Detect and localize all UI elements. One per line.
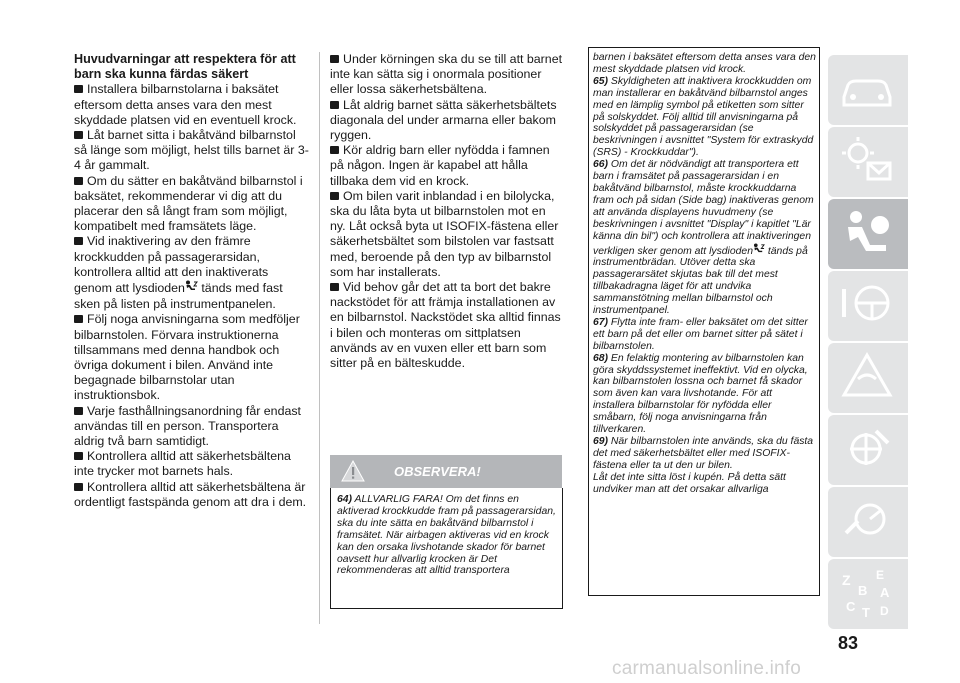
section-heading: Huvudvarningar att respektera för att barn ska kunna färdas säkert xyxy=(74,52,296,82)
index-letter: E xyxy=(876,568,885,582)
airbag-off-indicator-icon xyxy=(185,280,198,297)
bullet-icon xyxy=(74,483,83,491)
bullet-icon xyxy=(330,101,339,109)
chapter-tab-technical-data[interactable] xyxy=(828,487,908,557)
bullet-icon xyxy=(74,452,83,460)
index-letter: T xyxy=(862,605,870,620)
chapter-tab-driving[interactable] xyxy=(828,271,908,341)
column-2 xyxy=(330,52,564,371)
bullet-paragraph: Varje fasthållningsanordning får endast användas till en person. Transportera aldrig två barn samtidigt. xyxy=(74,403,301,449)
warning-triangle-icon xyxy=(340,459,366,488)
bullet-icon xyxy=(74,131,83,139)
hazard-triangle-icon xyxy=(836,349,898,405)
bullet-icon xyxy=(74,177,83,185)
note-65: 65) Skyldigheten att inaktivera krockkudden om man installerar en bakåtvänd bilbarnstol anges med en lämplig symbol på etiketten som sitter på solskyddet. Följ alltid till anvisningarna på solskyddet på passagerarsidan (se beskrivningen i avsnittet "System för extraskydd (SRS) - Krockkuddar"). xyxy=(593,75,814,159)
notes-text xyxy=(589,48,819,496)
airbag-off-indicator-icon xyxy=(753,243,765,258)
warning-box xyxy=(330,488,563,609)
bullet-icon xyxy=(74,315,83,323)
bullet-icon xyxy=(74,407,83,415)
note-64: 64) ALLVARLIG FARA! Om det finns en aktiverad krockkudde fram på passagerarsidan, ska du inte sätta en bakåtvänd bilbarnstol i framsätet. När airbagen aktiveras vid en krock kan den orsaka livshotande skador för barnet oavsett hur allvarlig krocken är Det rekommenderas att alltid transportera xyxy=(337,494,556,577)
warning-title: OBSERVERA! xyxy=(394,464,481,479)
bullet-paragraph: Vid behov går det att ta bort det bakre nackstödet för att främja installationen av en bilbarnstol. Nackstödet ska alltid finnas i bilen och monteras om sittplatsen används av en vuxen eller ett barn som sitter på en bälteskudde. xyxy=(330,280,561,371)
column-3-notes xyxy=(588,47,820,596)
bullet-paragraph: Vid inaktivering av den främre krockkudden på passagerarsidan, kontrollera alltid att den inaktiverats genom att lysdioden tänds med fast sken på listen på instrumentpanelen. xyxy=(74,234,283,312)
page-number: 83 xyxy=(838,633,859,653)
bullet-paragraph: Om du sätter en bakåtvänd bilbarnstol i baksätet, rekommenderar vi dig att du placerar den så långt fram som möjligt, kompatibelt med framsätets läge. xyxy=(74,173,303,234)
alphabet-index-icon xyxy=(836,565,898,621)
chapter-tab-dashboard[interactable] xyxy=(828,127,908,197)
bullet-paragraph: Kontrollera alltid att säkerhetsbältena är ordentligt fastspända genom att dra i dem. xyxy=(74,479,307,509)
note-68: 68) En felaktig montering av bilbarnstolen kan göra skyddssystemet ineffektivt. Vid en olycka, kan bilbarnstolen lossna och barnet få skador som även kan vara livshotande. För att installera bilbarnstolar för nyfödda eller småbarn, följ noga anvisningarna från tillverkaren. xyxy=(593,352,808,436)
steering-wheel-icon xyxy=(836,277,898,333)
wrench-gauge-icon xyxy=(836,493,898,549)
chapter-tab-index[interactable] xyxy=(828,559,908,629)
airbag-passenger-icon xyxy=(836,205,898,261)
bullet-icon xyxy=(330,283,339,291)
note-64-continued: barnen i baksätet eftersom detta anses vara den mest skyddade platsen vid krock. xyxy=(593,52,816,75)
bullet-paragraph: Installera bilbarnstolarna i baksätet eftersom detta anses vara den mest skyddade platsen vid en eventuell krock. xyxy=(74,82,297,127)
index-letter: Z xyxy=(842,572,851,588)
index-letter: A xyxy=(880,585,890,600)
note-67: 67) Flytta inte fram- eller baksätet om det sitter ett barn på det eller om barnet sitter på sätet i bilbarnstolen. xyxy=(593,316,808,352)
bullet-icon xyxy=(74,85,83,93)
warning-header xyxy=(330,455,562,488)
bullet-paragraph: Följ noga anvisningarna som medföljer bilbarnstolen. Förvara instruktionerna tillsammans med denna handbok och övriga dokument i bilen. Använd inte begagnade bilbarnstolar utan instruktionsbok. xyxy=(74,312,300,403)
bullet-paragraph: Låt aldrig barnet sätta säkerhetsbältets diagonala del under armarna eller bakom ryggen. xyxy=(330,97,557,143)
bullet-icon xyxy=(74,237,83,245)
bullet-icon xyxy=(330,192,339,200)
index-letter: D xyxy=(880,604,889,618)
bullet-paragraph: Kör aldrig barn eller nyfödda i famnen på någon. Ingen är kapabel att hålla tillbaka dem vid en krock. xyxy=(330,143,550,188)
maintenance-icon xyxy=(836,421,898,477)
column-divider xyxy=(319,52,320,624)
bullet-paragraph: Om bilen varit inblandad i en bilolycka, ska du låta byta ut bilbarnstolen mot en ny. Låt också byta ut ISOFIX-fästena eller säkerhetsbältet som bilstolen var fastsatt med, beroende på den typ av bilbarnstol som har installerats. xyxy=(330,188,559,279)
chapter-tab-maintenance[interactable] xyxy=(828,415,908,485)
column-1 xyxy=(74,52,309,510)
note-69: 69) När bilbarnstolen inte används, ska du fästa det med säkerhetsbältet eller med ISOFIX-fästena eller ta ut den ur bilen. Låt det inte sitta löst i kupén. På detta sätt undviker man att det orsakar allvarliga xyxy=(593,436,814,495)
bullet-paragraph: Under körningen ska du se till att barnet inte kan sätta sig i onormala positioner eller lossa säkerhetsbältena. xyxy=(330,52,563,97)
chapter-tab-safety[interactable] xyxy=(828,199,908,269)
bullet-icon xyxy=(330,55,339,63)
chapter-tab-vehicle[interactable] xyxy=(828,55,908,125)
index-letter: C xyxy=(846,599,856,614)
note-66: 66) Om det är nödvändigt att transportera ett barn i framsätet på passagerarsidan i en bakåtvänd bilbarnstol, måste krockkuddarna fram och på sidan (Side bag) inaktiveras genom att använda displayens huvudmeny (se beskrivningen i avsnittet "Display" i kapitlet "Lär känna din bil") och kontrollera att inaktiveringen verkligen sker genom att lysdioden tänds på instrumentbrädan. Utöver detta ska passagerarsätet skjutas bak till det mest tillbakadragna läget för att undvika sammanstötning mellan bilbarnstol och instrumentpanel. xyxy=(593,159,814,317)
watermark: carmanualsonline.info xyxy=(612,658,802,679)
chapter-tab-emergency[interactable] xyxy=(828,343,908,413)
car-icon xyxy=(836,61,898,117)
index-letter: B xyxy=(858,583,868,598)
bullet-icon xyxy=(330,146,339,154)
warning-lights-icon xyxy=(836,133,898,189)
bullet-paragraph: Låt barnet sitta i bakåtvänd bilbarnstol så länge som möjligt, helst tills barnet är 3-4 år gammalt. xyxy=(74,128,309,173)
bullet-paragraph: Kontrollera alltid att säkerhetsbältena inte trycker mot barnets hals. xyxy=(74,449,291,479)
